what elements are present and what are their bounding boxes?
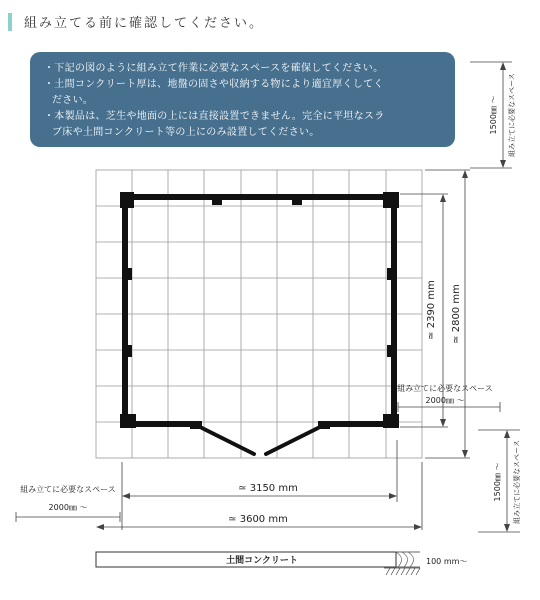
notice-line-1: ・下記の図のように組み立て作業に必要なスペースを確保してください。 bbox=[44, 63, 384, 74]
page-title: 組み立てる前に確認してください。 bbox=[24, 16, 265, 31]
slab-thickness-label: 100 mm～ bbox=[426, 557, 468, 566]
bottom-space-label: 組み立てに必要なスペース bbox=[513, 440, 521, 524]
tile-grid bbox=[96, 170, 422, 458]
right-space-value: 2000㎜ ～ bbox=[425, 396, 465, 405]
notice-line-2: ・土間コンクリート厚は、地盤の固さや収納する物により適宜厚くしてく bbox=[44, 79, 384, 90]
top-space-value: 1500㎜ ～ bbox=[489, 95, 498, 135]
notice-line-3: ださい。 bbox=[52, 95, 94, 106]
right-space-label: 組み立てに必要なスペース bbox=[397, 384, 493, 393]
notice-line-4: ・本製品は、芝生や地面の上には直接設置できません。完全に平坦なスラ bbox=[44, 111, 385, 122]
left-space-value: 2000㎜ ～ bbox=[48, 503, 88, 512]
outer-width-label: ≃ 3600 mm bbox=[228, 514, 288, 525]
left-space-bracket bbox=[16, 512, 120, 522]
door-leaves bbox=[202, 428, 318, 454]
ground-hatching bbox=[384, 568, 420, 575]
outer-depth-label: ≃ 2800 mm bbox=[451, 284, 462, 344]
inner-width-label: ≃ 3150 mm bbox=[238, 483, 298, 494]
top-space-label: 組み立てに必要なスペース bbox=[508, 73, 516, 157]
shed-frame bbox=[120, 192, 399, 429]
notice-line-5: ブ床や土間コンクリート等の上にのみ設置してください。 bbox=[52, 127, 320, 138]
slab-label: 土間コンクリート bbox=[226, 556, 298, 566]
left-space-label: 組み立てに必要なスペース bbox=[20, 485, 116, 494]
bottom-space-value: 1500㎜ ～ bbox=[493, 462, 502, 502]
inner-depth-label: ≃ 2390 mm bbox=[426, 280, 437, 340]
